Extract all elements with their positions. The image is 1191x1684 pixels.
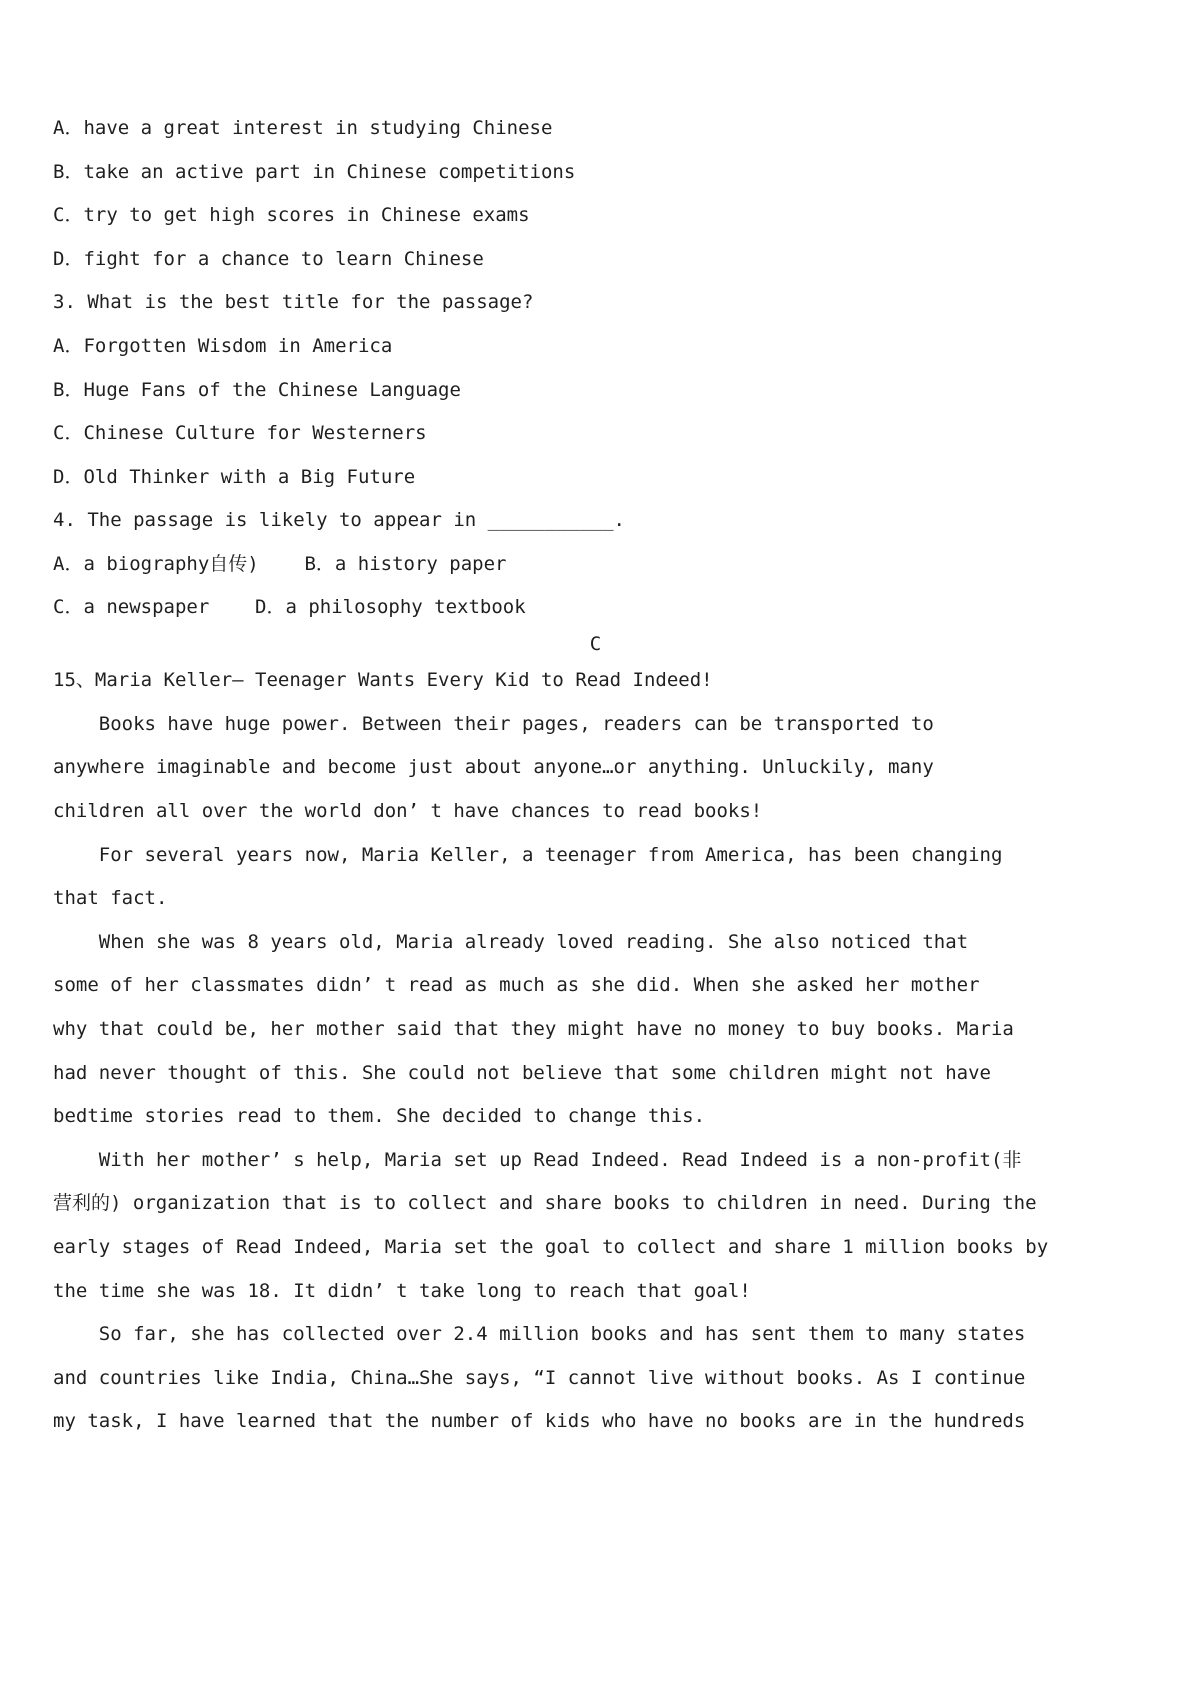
passage-line: With her mother’ s help, Maria set up Read Indeed. Read Indeed is a non-profit(非 bbox=[53, 1149, 1022, 1171]
passage-line: When she was 8 years old, Maria already loved reading. She also noticed that bbox=[53, 931, 969, 953]
q3-option-b: B．Huge Fans of the Chinese Language bbox=[53, 379, 461, 401]
q2-option-a: A．have a great interest in studying Chinese bbox=[53, 117, 553, 139]
passage-line: Books have huge power. Between their pages, readers can be transported to bbox=[53, 713, 934, 735]
passage-line: my task, I have learned that the number of kids who have no books are in the hundreds bbox=[53, 1410, 1026, 1432]
q4-options-row-2: C．a newspaper D．a philosophy textbook bbox=[53, 596, 526, 618]
passage-line: the time she was 18. It didn’ t take long to reach that goal! bbox=[53, 1280, 751, 1302]
passage-line: bedtime stories read to them. She decided to change this. bbox=[53, 1105, 706, 1127]
passage-line: some of her classmates didn’ t read as much as she did. When she asked her mother bbox=[53, 974, 980, 996]
q4-options-row-1: A．a biography自传) B．a history paper bbox=[53, 553, 507, 575]
passage-line: children all over the world don’ t have chances to read books! bbox=[53, 800, 763, 822]
passage-line: that fact. bbox=[53, 887, 168, 909]
passage-line: anywhere imaginable and become just about anyone…or anything. Unluckily, many bbox=[53, 756, 934, 778]
q3-option-c: C．Chinese Culture for Westerners bbox=[53, 422, 427, 444]
q3-option-a: A．Forgotten Wisdom in America bbox=[53, 335, 393, 357]
question-4-prompt: 4. The passage is likely to appear in ___________. bbox=[53, 509, 625, 531]
q2-option-b: B．take an active part in Chinese competitions bbox=[53, 161, 576, 183]
q3-option-d: D．Old Thinker with a Big Future bbox=[53, 466, 416, 488]
passage-line: So far, she has collected over 2.4 million books and has sent them to many states bbox=[53, 1323, 1026, 1345]
passage-line: why that could be, her mother said that they might have no money to buy books. Maria bbox=[53, 1018, 1014, 1040]
q2-option-d: D．fight for a chance to learn Chinese bbox=[53, 248, 484, 270]
passage-line: early stages of Read Indeed, Maria set the goal to collect and share 1 million books by bbox=[53, 1236, 1049, 1258]
passage-line: had never thought of this. She could not believe that some children might not have bbox=[53, 1062, 991, 1084]
section-label-c: C bbox=[589, 633, 602, 655]
passage-title: 15、Maria Keller— Teenager Wants Every Kid to Read Indeed! bbox=[53, 669, 713, 691]
passage-line: 营利的) organization that is to collect and share books to children in need. During the bbox=[53, 1192, 1037, 1214]
passage-line: and countries like India, China…She says, “I cannot live without books. As I continue bbox=[53, 1367, 1026, 1389]
q2-option-c: C．try to get high scores in Chinese exams bbox=[53, 204, 530, 226]
passage-line: For several years now, Maria Keller, a teenager from America, has been changing bbox=[53, 844, 1003, 866]
question-3-prompt: 3. What is the best title for the passage? bbox=[53, 291, 534, 313]
